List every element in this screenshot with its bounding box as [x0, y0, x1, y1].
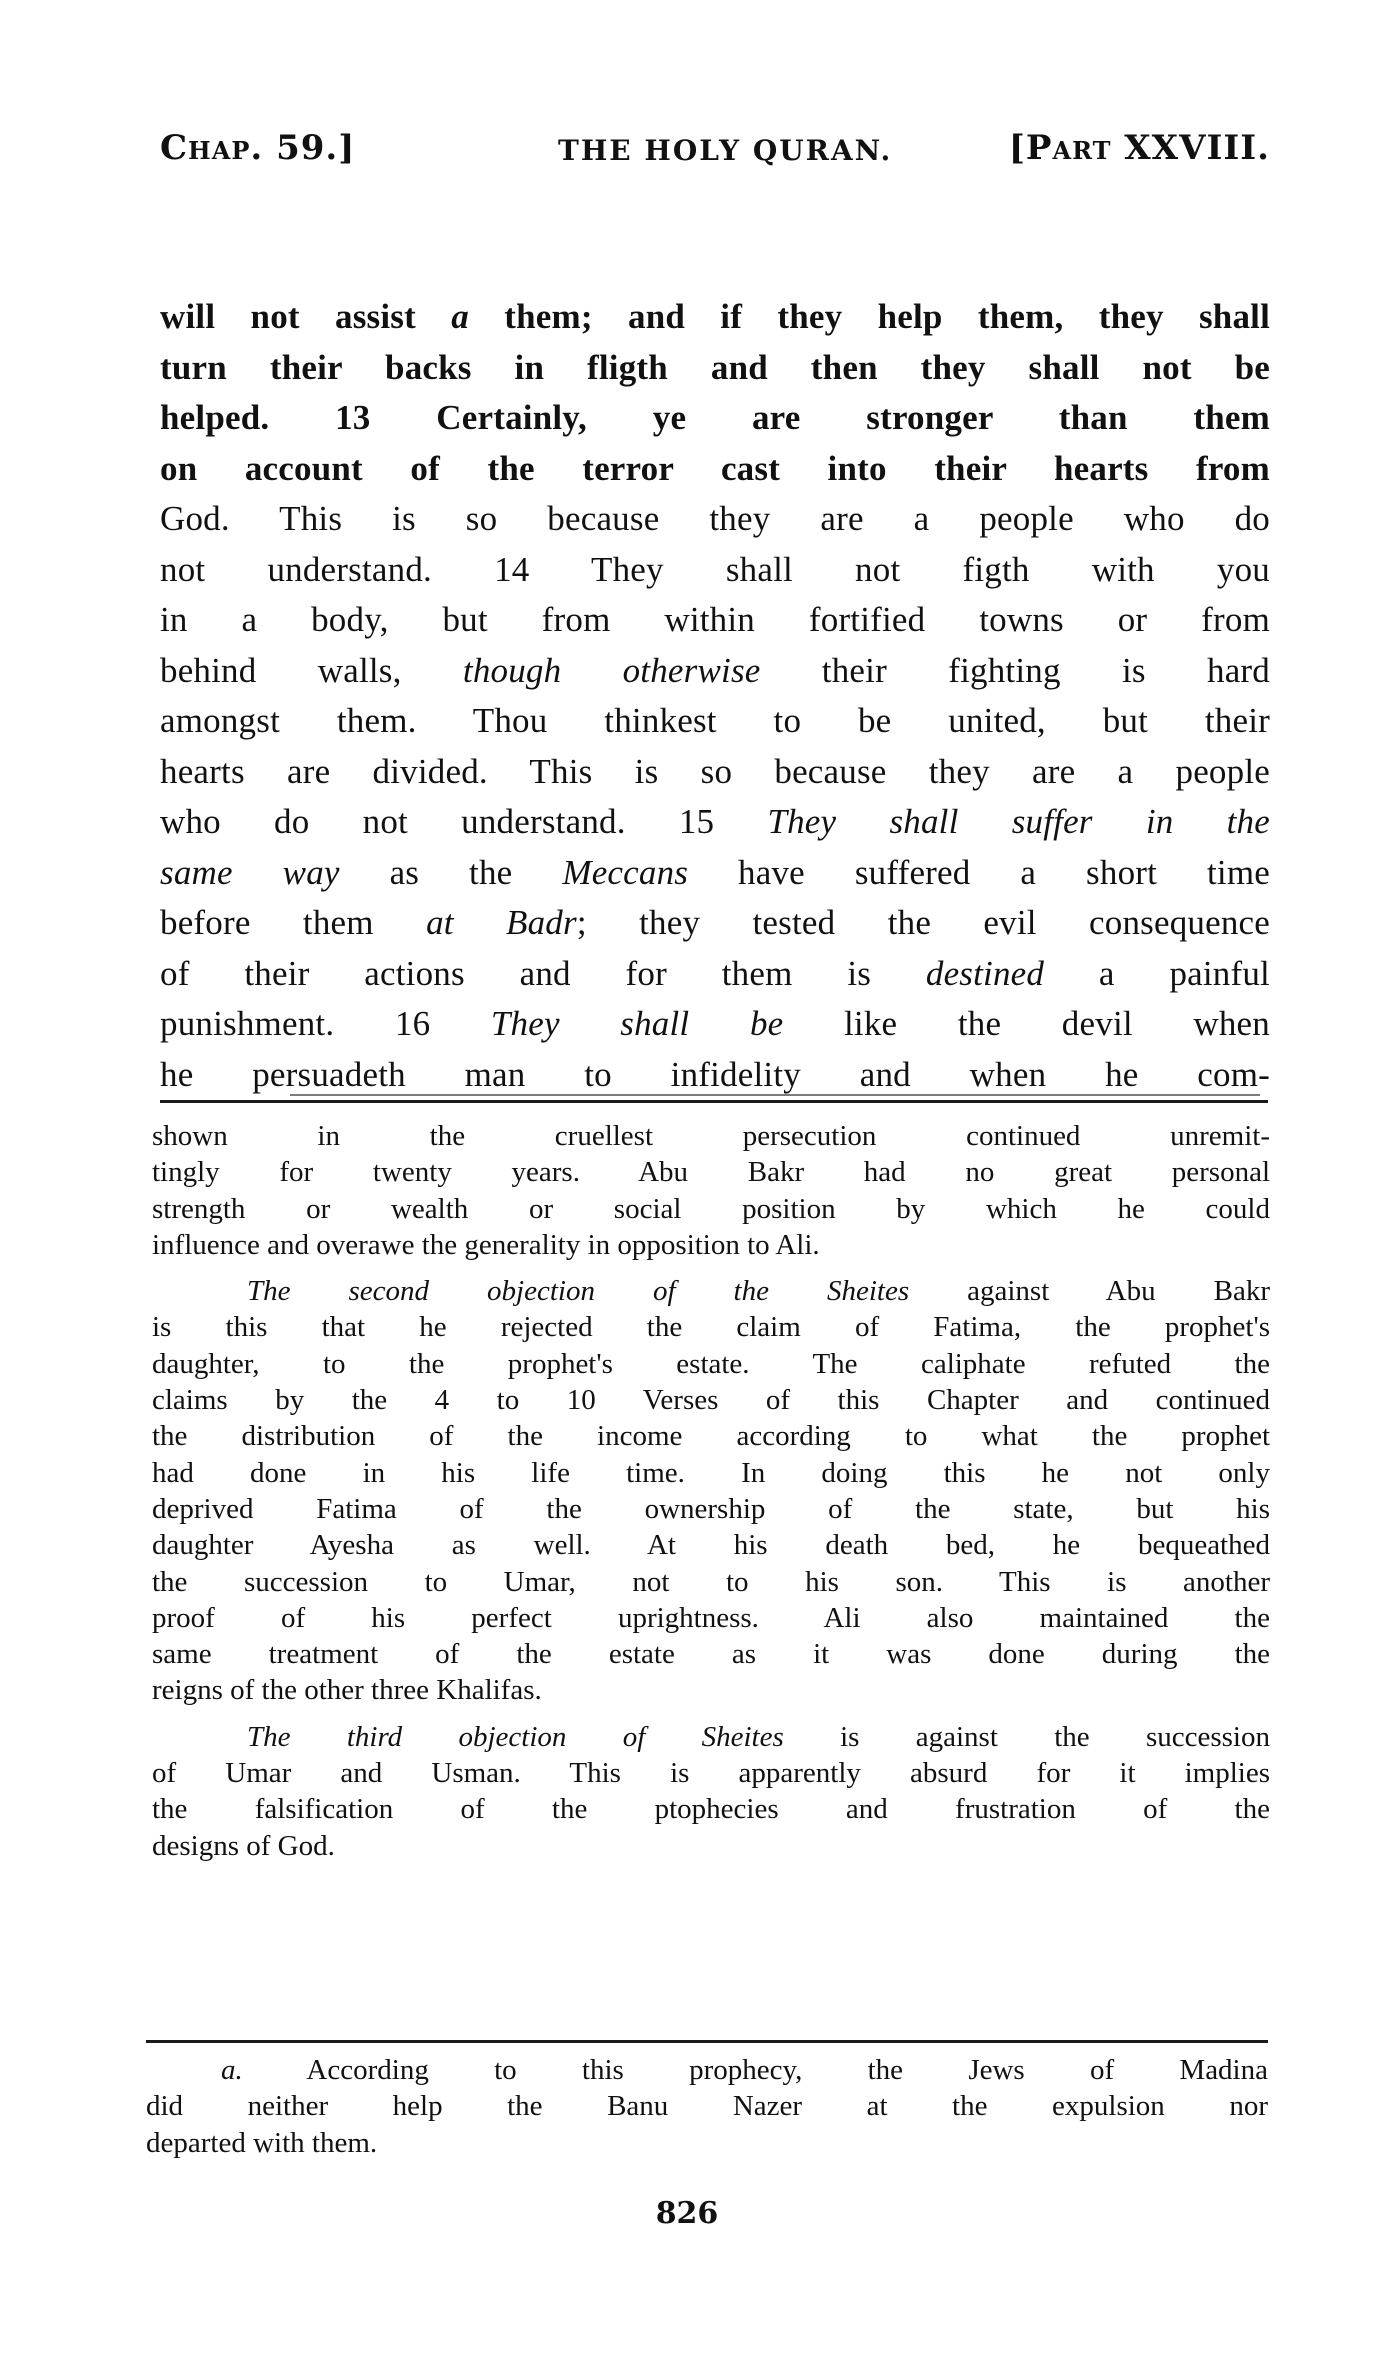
text-segment: shown in the cruellest persecution continued unremit-: [152, 1120, 1270, 1152]
commentary-section: [152, 1118, 1270, 1864]
page-number: [0, 2196, 1400, 2231]
page-number-text: 826: [655, 2196, 719, 2231]
italic-text: at Badr: [426, 903, 577, 942]
italic-text: same way: [160, 852, 340, 892]
text-line: [152, 1791, 1270, 1827]
text-segment: God. This is so because they are a people who do: [160, 499, 1270, 538]
text-segment: amongst them. Thou thinkest to be united, but their: [160, 701, 1270, 740]
text-line: [152, 1600, 1270, 1636]
text-segment: them; and if they help them, they shall: [468, 297, 1270, 336]
text-line: [152, 1227, 1270, 1263]
italic-text: Meccans: [562, 852, 689, 892]
italic-text: The second objection of the Sheites: [247, 1275, 910, 1308]
text-segment: is against the succession: [783, 1720, 1270, 1753]
text-segment: proof of his perfect uprightness. Ali also maintained the: [152, 1601, 1270, 1634]
text-line: [152, 1118, 1270, 1154]
text-line: [152, 1491, 1270, 1527]
text-line: [152, 1828, 1270, 1864]
text-segment: the distribution of the income according to what the prophet: [152, 1420, 1270, 1453]
text-line: [152, 1346, 1270, 1382]
italic-text: a: [451, 297, 469, 336]
text-segment: their fighting is hard: [760, 650, 1270, 690]
chapter-label: Chap. 59.]: [160, 128, 356, 168]
footnote-section: [146, 2052, 1268, 2161]
text-line: [152, 1309, 1270, 1345]
text-segment: deprived Fatima of the ownership of the state, but his: [152, 1492, 1270, 1525]
italic-text: though otherwise: [462, 650, 761, 690]
text-line: [160, 646, 1270, 697]
text-line: [152, 1672, 1270, 1708]
text-segment: the falsification of the ptophecies and frustration of the: [152, 1793, 1270, 1826]
text-line: [152, 1719, 1270, 1755]
text-segment: tingly for twenty years. Abu Bakr had no great personal: [152, 1156, 1270, 1189]
text-line: [146, 2125, 1268, 2161]
text-line: [146, 2052, 1268, 2088]
text-segment: like the devil when: [783, 1004, 1270, 1043]
text-line: [160, 393, 1270, 444]
text-segment: did neither help the Banu Nazer at the expulsion nor: [146, 2090, 1268, 2123]
divider-rule-upper: [290, 1094, 1260, 1096]
text-segment: strength or wealth or social position by which he could: [152, 1192, 1270, 1225]
text-segment: turn their backs in fligth and then they shall not be: [160, 347, 1270, 387]
text-segment: the succession to Umar, not to his son. This is another: [152, 1565, 1270, 1598]
text-line: [160, 494, 1270, 545]
text-line: [160, 696, 1270, 747]
part-label: [Part XXVIII.: [1008, 128, 1270, 168]
text-line: [160, 949, 1270, 1000]
book-title: THE HOLY QURAN.: [558, 134, 893, 167]
text-line: [152, 1154, 1270, 1190]
main-text: [160, 292, 1270, 1100]
text-segment: helped. 13 Certainly, ye are stronger than them: [160, 398, 1270, 437]
text-line: [160, 292, 1270, 343]
italic-text: They shall be: [490, 1004, 784, 1043]
text-segment: is this that he rejected the claim of Fatima, the prophet's: [152, 1311, 1270, 1344]
text-line: [152, 1455, 1270, 1491]
text-line: [160, 898, 1270, 949]
text-line: [152, 1273, 1270, 1309]
text-line: [160, 595, 1270, 646]
text-segment: of Umar and Usman. This is apparently absurd for it implies: [152, 1757, 1270, 1790]
italic-text: They shall suffer in the: [767, 802, 1270, 841]
text-segment: According to this prophecy, the Jews of Madina: [242, 2054, 1268, 2086]
text-segment: on account of the terror cast into their hearts from: [160, 448, 1270, 488]
text-segment: as the: [339, 852, 563, 892]
text-segment: not understand. 14 They shall not figth with you: [160, 549, 1270, 589]
text-segment: reigns of the other three Khalifas.: [152, 1674, 542, 1707]
text-segment: same treatment of the estate as it was done during the: [152, 1638, 1270, 1671]
text-segment: against Abu Bakr: [909, 1275, 1271, 1308]
text-line: [152, 1191, 1270, 1227]
commentary-paragraph: [152, 1719, 1270, 1864]
text-segment: punishment. 16: [160, 1004, 491, 1043]
commentary-paragraph: [152, 1273, 1270, 1709]
text-segment: have suffered a short time: [688, 852, 1270, 892]
text-segment: claims by the 4 to 10 Verses of this Chapter and continued: [152, 1384, 1270, 1417]
running-header: [160, 128, 1270, 188]
text-segment: will not assist: [160, 297, 452, 336]
text-segment: he persuadeth man to infidelity and when he com-: [160, 1054, 1270, 1094]
text-segment: daughter, to the prophet's estate. The caliphate refuted the: [152, 1347, 1270, 1380]
italic-text: a.: [221, 2054, 243, 2086]
footnote-divider: [146, 2040, 1268, 2043]
text-line: [160, 848, 1270, 899]
text-line: [160, 343, 1270, 394]
text-line: [160, 1050, 1270, 1101]
text-line: [160, 444, 1270, 495]
commentary-paragraph: [152, 1118, 1270, 1263]
text-segment: departed with them.: [146, 2126, 378, 2159]
text-line: [152, 1527, 1270, 1563]
text-line: [160, 545, 1270, 596]
text-line: [152, 1564, 1270, 1600]
text-segment: influence and overawe the generality in opposition to Ali.: [152, 1228, 820, 1261]
text-line: [160, 999, 1270, 1050]
text-segment: hearts are divided. This is so because they are a people: [160, 751, 1270, 791]
text-segment: before them: [160, 903, 427, 942]
text-segment: ; they tested the evil consequence: [576, 903, 1271, 942]
text-line: [160, 747, 1270, 798]
text-line: [152, 1636, 1270, 1672]
text-segment: in a body, but from within fortified towns or from: [160, 600, 1270, 639]
paragraph-gap: [152, 1263, 1270, 1273]
divider-rule: [160, 1100, 1268, 1103]
text-segment: behind walls,: [160, 650, 463, 690]
text-line: [160, 797, 1270, 848]
text-line: [152, 1382, 1270, 1418]
text-segment: had done in his life time. In doing this he not only: [152, 1456, 1270, 1489]
italic-text: The third objection of Sheites: [247, 1720, 784, 1753]
text-segment: who do not understand. 15: [160, 802, 768, 841]
text-segment: of their actions and for them is: [160, 953, 926, 993]
text-segment: designs of God.: [152, 1829, 335, 1862]
text-line: [152, 1418, 1270, 1454]
text-line: [152, 1755, 1270, 1791]
text-segment: a painful: [1044, 953, 1270, 993]
text-line: [146, 2088, 1268, 2124]
italic-text: destined: [925, 953, 1045, 993]
text-segment: daughter Ayesha as well. At his death bed, he bequeathed: [152, 1529, 1270, 1562]
paragraph-gap: [152, 1709, 1270, 1719]
